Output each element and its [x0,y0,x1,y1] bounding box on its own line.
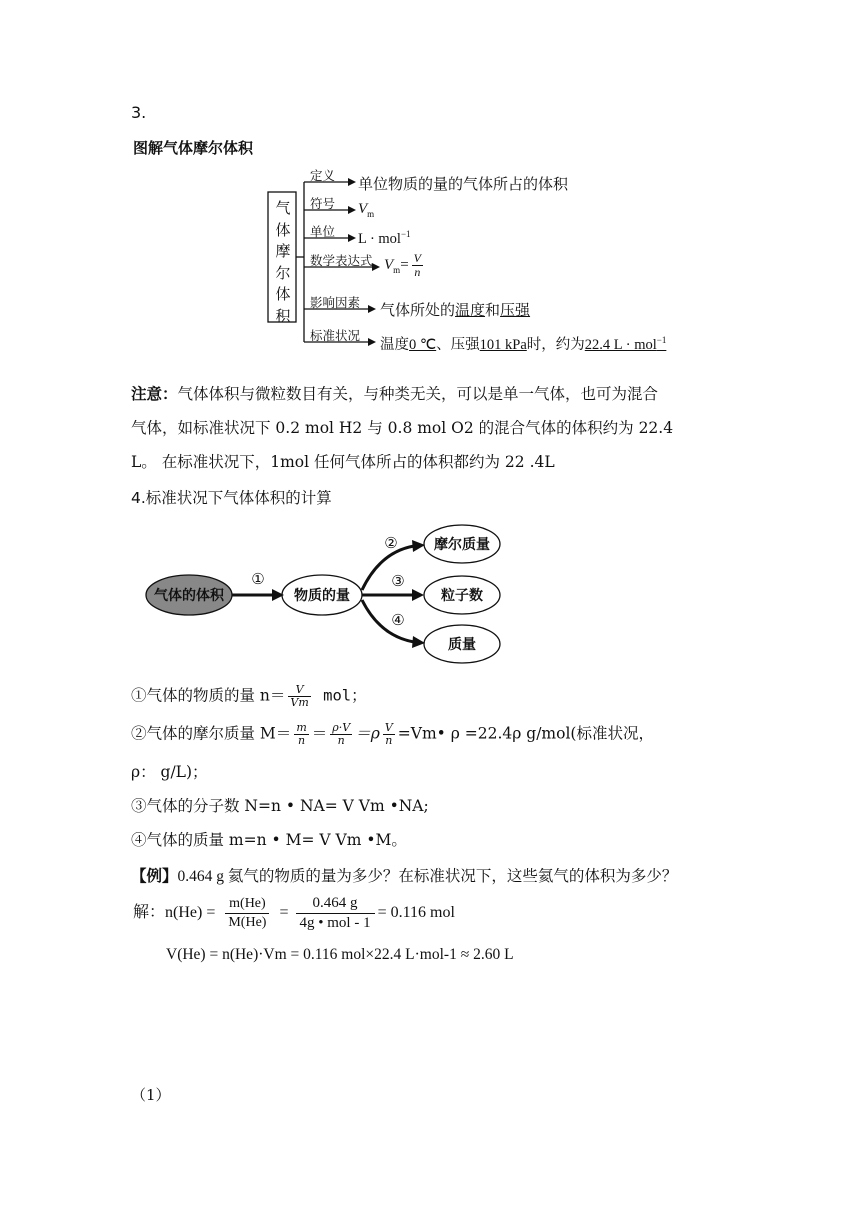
branch-label-unit: 单位 [310,224,336,239]
note-line-3: L。 在标准状况下，1mol 任何气体所占的体积都约为 22 .4L [131,453,555,471]
root-char: 尔 [275,263,291,282]
root-char: 气 [275,199,291,217]
branch-label-stp: 标准状况 [310,328,361,343]
branch-content-expression: $V_m=$ $\frac{V}{n}$ [384,251,421,279]
example-solution-line-2: V(He) = n(He)·Vm = 0.116 mol×22.4 L·mol-1 ≈ 2.60 L [166,946,514,963]
section-number: 3. [131,103,147,122]
fraction-value: 0.464 g 4g • mol - 1 [296,894,375,933]
formula-1: ①气体的物质的量 n＝ $\frac{V}{Vm}$ mol； [131,683,367,709]
section4-title: 4.标准状况下气体体积的计算 [131,489,332,507]
formula-4: ④气体的质量 m=n • M= V Vm •M。 [131,831,407,849]
section-title: 图解气体摩尔体积 [133,139,254,157]
branch-label-expression: 数学表达式 [310,253,373,268]
fraction-m-over-M: $\frac{m(He)}{M(He)}$ [225,895,269,932]
branch-content-unit: L · mol$^{-1}$ [358,229,411,247]
formula-2: ②气体的摩尔质量 M＝ $\frac{m}{n}$ ＝ $\frac{\rho\cdot V}{n}$ ＝ρ $\frac{V}{n}$ =Vm• ρ =22.4ρ g/mol(标准状况， [131,721,654,747]
item-marker: （1） [131,1086,171,1104]
root-char: 体 [275,220,291,239]
marker-3: ③ [391,572,405,590]
calculation-flow-diagram [140,518,520,668]
marker-2: ② [384,534,398,552]
start-node-label: 气体的体积 [154,588,224,604]
branch-content-symbol: $V_m$ [358,201,375,219]
branch-label-symbol: 符号 [310,196,336,211]
mindmap-root [272,198,294,327]
note-line-1: 注意：气体体积与微粒数目有关，与种类无关，可以是单一气体，也可为混合 [131,385,659,403]
branch-label-definition: 定义 [310,168,336,183]
branch-content-stp: 温度0 ℃、压强101 kPa时，约为22.4 L · mol$^{-1}$ [380,335,667,353]
expression-fraction: $\frac{V}{n}$ [413,251,421,279]
branch-content-factors: 气体所处的温度和压强 [380,301,531,319]
formula-3: ③气体的分子数 N=n • NA= V Vm •NA; [131,797,429,815]
output-label-particles: 粒子数 [441,588,483,604]
marker-1: ① [251,570,265,588]
branch-content-definition: 单位物质的量的气体所占的体积 [358,175,569,193]
root-char: 积 [275,306,291,325]
example-solution-line-1: 解：n(He) = $\frac{m(He)}{M(He)}$ = 0.464 g 4g • mol - 1 = 0.116 mol [133,895,455,931]
output-label-molar-mass: 摩尔质量 [434,537,490,553]
root-char: 体 [275,285,291,303]
middle-node-label: 物质的量 [294,588,350,604]
note-line-2: 气体，如标准状况下 0.2 mol H2 与 0.8 mol O2 的混合气体的体积约为 22.4 [131,419,674,437]
example-question: 【例】0.464 g 氦气的物质的量为多少？在标准状况下，这些氦气的体积为多少？ [131,867,678,885]
root-char: 摩 [275,242,291,260]
output-label-mass: 质量 [448,637,476,653]
formula-2-continued: ρ： g/L)； [131,763,208,781]
branch-label-factors: 影响因素 [310,295,361,310]
marker-4: ④ [391,611,405,629]
